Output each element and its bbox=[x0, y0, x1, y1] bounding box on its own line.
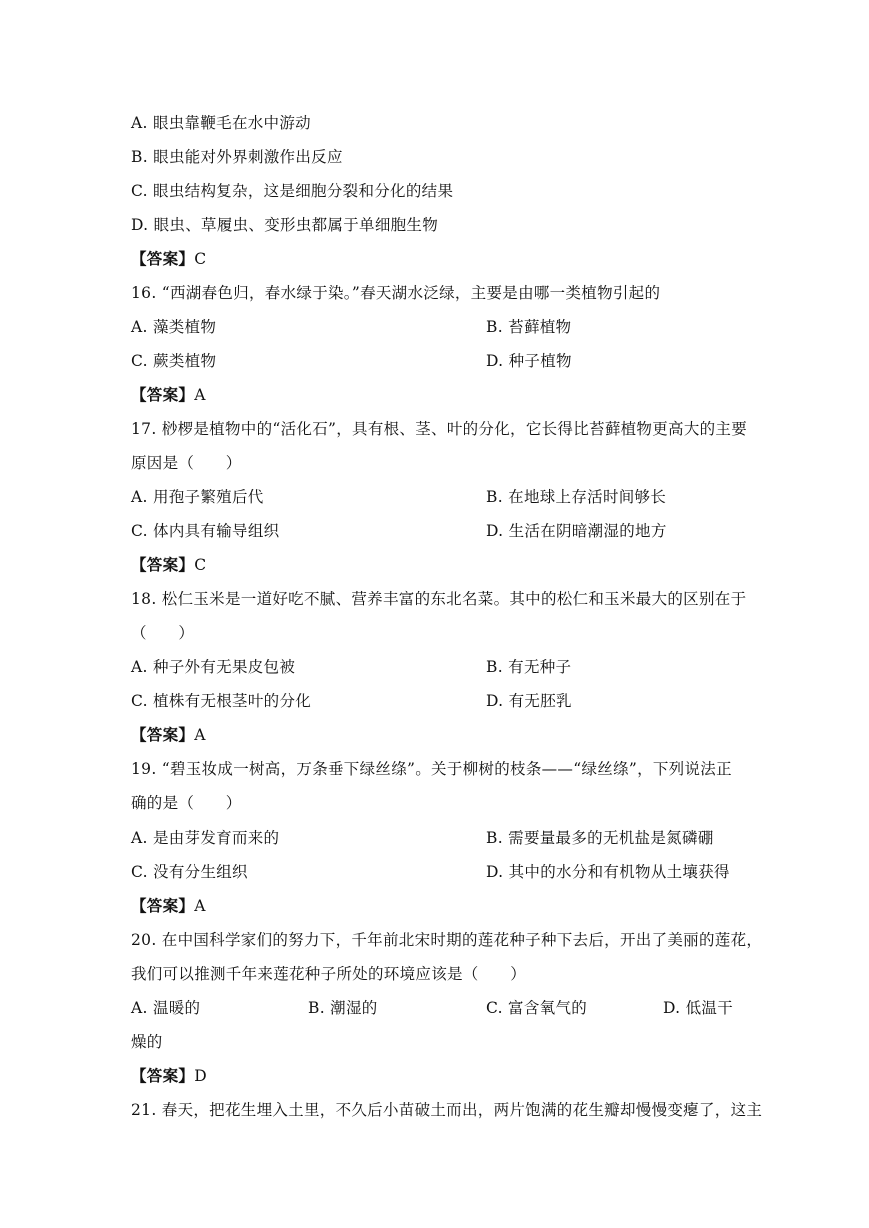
answer-label: 【答案】 bbox=[131, 896, 195, 915]
q17-stem-line-1: 17. 桫椤是植物中的“活化石”，具有根、茎、叶的分化，它长得比苔藓植物更高大的主要 bbox=[131, 420, 748, 438]
answer-label: 【答案】 bbox=[131, 555, 195, 574]
q16-stem: 16. “西湖春色归，春水绿于染。”春天湖水泛绿，主要是由哪一类植物引起的 bbox=[131, 284, 661, 302]
q18-stem-line-2: （ ） bbox=[131, 624, 195, 642]
q19-answer bbox=[131, 896, 206, 916]
answer-value: A bbox=[194, 726, 206, 744]
q21-stem-line-1: 21. 春天，把花生埋入土里，不久后小苗破土而出，两片饱满的花生瓣却慢慢变瘪了，这主 bbox=[131, 1101, 763, 1119]
q16-option-b: B. 苔藓植物 bbox=[486, 318, 572, 336]
q17-answer bbox=[131, 555, 206, 575]
q17-option-d: D. 生活在阴暗潮湿的地方 bbox=[486, 522, 667, 540]
q16-answer bbox=[131, 385, 206, 405]
q15-answer bbox=[131, 249, 206, 269]
answer-value: A bbox=[194, 897, 206, 915]
q17-option-c: C. 体内具有输导组织 bbox=[131, 522, 280, 540]
q18-option-d: D. 有无胚乳 bbox=[486, 692, 572, 710]
answer-label: 【答案】 bbox=[131, 1066, 195, 1085]
q20-stem-line-1: 20. 在中国科学家们的努力下，千年前北宋时期的莲花种子种下去后，开出了美丽的莲花， bbox=[131, 931, 763, 949]
answer-value: C bbox=[194, 250, 207, 268]
q20-option-d: D. 低温干 bbox=[663, 999, 734, 1017]
answer-value: C bbox=[194, 556, 207, 574]
q19-option-d: D. 其中的水分和有机物从土壤获得 bbox=[486, 863, 730, 881]
q17-option-b: B. 在地球上存活时间够长 bbox=[486, 488, 667, 506]
answer-value: D bbox=[194, 1067, 207, 1085]
q20-option-c: C. 富含氧气的 bbox=[486, 999, 588, 1017]
answer-label: 【答案】 bbox=[131, 385, 195, 404]
q18-stem-line-1: 18. 松仁玉米是一道好吃不腻、营养丰富的东北名菜。其中的松仁和玉米最大的区别在于 bbox=[131, 590, 747, 608]
answer-value: A bbox=[194, 386, 206, 404]
q20-option-a: A. 温暖的 bbox=[131, 999, 201, 1017]
q18-option-c: C. 植株有无根茎叶的分化 bbox=[131, 692, 312, 710]
q15-option-a: A. 眼虫靠鞭毛在水中游动 bbox=[131, 114, 311, 132]
q16-option-a: A. 藻类植物 bbox=[131, 318, 217, 336]
q16-option-d: D. 种子植物 bbox=[486, 352, 572, 370]
q15-option-b: B. 眼虫能对外界刺激作出反应 bbox=[131, 148, 343, 166]
q20-stem-line-2: 我们可以推测千年来莲花种子所处的环境应该是（ ） bbox=[131, 965, 527, 983]
q19-option-c: C. 没有分生组织 bbox=[131, 863, 248, 881]
q19-stem-line-2: 确的是（ ） bbox=[131, 794, 242, 812]
q19-option-a: A. 是由芽发育而来的 bbox=[131, 829, 280, 847]
q18-option-b: B. 有无种子 bbox=[486, 658, 572, 676]
q18-answer bbox=[131, 725, 206, 745]
q19-option-b: B. 需要量最多的无机盐是氮磷硼 bbox=[486, 829, 714, 847]
q17-stem-line-2: 原因是（ ） bbox=[131, 454, 242, 472]
q20-option-d-wrap: 燥的 bbox=[131, 1033, 163, 1051]
q20-option-b: B. 潮湿的 bbox=[308, 999, 378, 1017]
answer-label: 【答案】 bbox=[131, 725, 195, 744]
answer-label: 【答案】 bbox=[131, 249, 195, 268]
q17-option-a: A. 用孢子繁殖后代 bbox=[131, 488, 264, 506]
q20-answer bbox=[131, 1066, 207, 1086]
q15-option-c: C. 眼虫结构复杂，这是细胞分裂和分化的结果 bbox=[131, 182, 454, 200]
q19-stem-line-1: 19. “碧玉妆成一树高，万条垂下绿丝绦”。关于柳树的枝条——“绿丝绦”，下列说法正 bbox=[131, 760, 732, 778]
q15-option-d: D. 眼虫、草履虫、变形虫都属于单细胞生物 bbox=[131, 216, 439, 234]
q18-option-a: A. 种子外有无果皮包被 bbox=[131, 658, 296, 676]
q16-option-c: C. 蕨类植物 bbox=[131, 352, 217, 370]
